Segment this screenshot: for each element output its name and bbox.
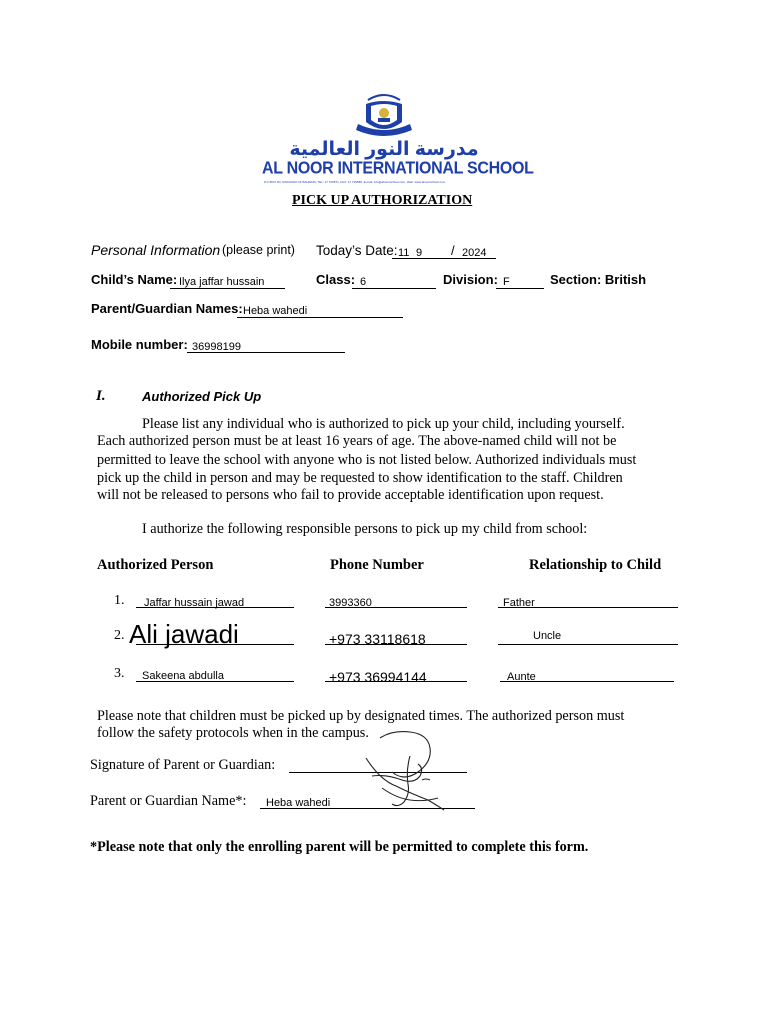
date-year[interactable]: 2024 (462, 247, 487, 259)
header-relationship: Relationship to Child (529, 557, 662, 573)
school-crest-icon (262, 92, 506, 142)
parent-names-line (237, 317, 403, 318)
paragraph-line-4: pick up the child in person and may be requested to show identification to the staff. Children (97, 470, 623, 486)
date-slash: / (451, 243, 455, 258)
enrolling-parent-note: *Please note that only the enrolling parent will be permitted to complete this form. (90, 839, 589, 855)
note-line-1: Please note that children must be picked up by designated times. The authorized person must (97, 708, 625, 724)
signature-scribble[interactable] (352, 728, 448, 814)
row-1-relation[interactable]: Father (503, 597, 535, 609)
row-1-phone[interactable]: 3993360 (329, 597, 372, 609)
row-2-relation-line (498, 644, 678, 645)
guardian-name-label: Parent or Guardian Name*: (90, 793, 247, 809)
paragraph-line-3: permitted to leave the school with anyone who is not listed below. Authorized individuals must (97, 452, 637, 468)
division-field[interactable]: F (503, 276, 510, 288)
section-label: Section: British (550, 272, 647, 287)
row-2-relation[interactable]: Uncle (533, 630, 562, 642)
parent-names-field[interactable]: Heba wahedi (243, 305, 308, 317)
school-logo (262, 92, 534, 188)
row-3-number: 3. (114, 666, 125, 681)
row-2-person[interactable]: Ali jawadi (129, 619, 239, 649)
child-name-line (170, 288, 285, 289)
header-authorized-person: Authorized Person (97, 557, 214, 573)
paragraph-line-1: Please list any individual who is authorized to pick up your child, including yourself. (142, 416, 625, 432)
row-1-number: 1. (114, 593, 125, 608)
row-3-phone[interactable]: +973 36994144 (329, 669, 427, 685)
class-label: Class: (316, 272, 356, 287)
row-1-person[interactable]: Jaffar hussain jawad (144, 597, 245, 609)
date-month[interactable]: 9 (416, 247, 423, 259)
signature-label: Signature of Parent or Guardian: (90, 757, 276, 773)
logo-address: P.O.BOX 3D, KINGDOM OF BAHRAIN, TEL: 17 729571, FAX: 17 729585, E-mail: info@alnoorschool.com, Web: www.alnoorschool.com (264, 180, 446, 184)
division-label: Division: (443, 272, 498, 287)
header-phone-number: Phone Number (330, 557, 424, 573)
personal-info-heading: Personal Information (91, 242, 221, 258)
date-day[interactable]: 11 (398, 247, 410, 259)
child-name-field[interactable]: Ilya jaffar hussain (179, 276, 265, 288)
division-line (496, 288, 544, 289)
row-2-phone[interactable]: +973 33118618 (329, 631, 426, 647)
logo-arabic-name: مدرسة النور العالمية (289, 139, 479, 160)
paragraph-line-2: Each authorized person must be at least 16 years of age. The above-named child will not be (97, 433, 617, 449)
row-3-person[interactable]: Sakeena abdulla (142, 670, 224, 682)
form-title: PICK UP AUTHORIZATION (292, 193, 473, 208)
row-3-relation[interactable]: Aunte (507, 671, 536, 683)
class-line (352, 288, 436, 289)
row-2-number: 2. (114, 628, 125, 643)
section-numeral: I. (96, 388, 106, 404)
please-print-note: (please print) (222, 243, 295, 257)
date-label: Today’s Date: (316, 243, 398, 258)
class-field[interactable]: 6 (360, 276, 367, 288)
note-line-2: follow the safety protocols when in the campus. (97, 725, 369, 741)
mobile-label: Mobile number: (91, 337, 188, 352)
mobile-field[interactable]: 36998199 (192, 341, 241, 353)
guardian-name-field[interactable]: Heba wahedi (266, 797, 331, 809)
paragraph-line-5: will not be released to persons who fail to provide acceptable identification upon request. (97, 487, 604, 503)
section-title: Authorized Pick Up (142, 389, 262, 404)
child-name-label: Child’s Name: (91, 272, 178, 287)
parent-names-label: Parent/Guardian Names: (91, 301, 243, 316)
authorize-statement: I authorize the following responsible persons to pick up my child from school: (142, 521, 588, 537)
logo-english-name: AL NOOR INTERNATIONAL SCHOOL (262, 158, 534, 178)
